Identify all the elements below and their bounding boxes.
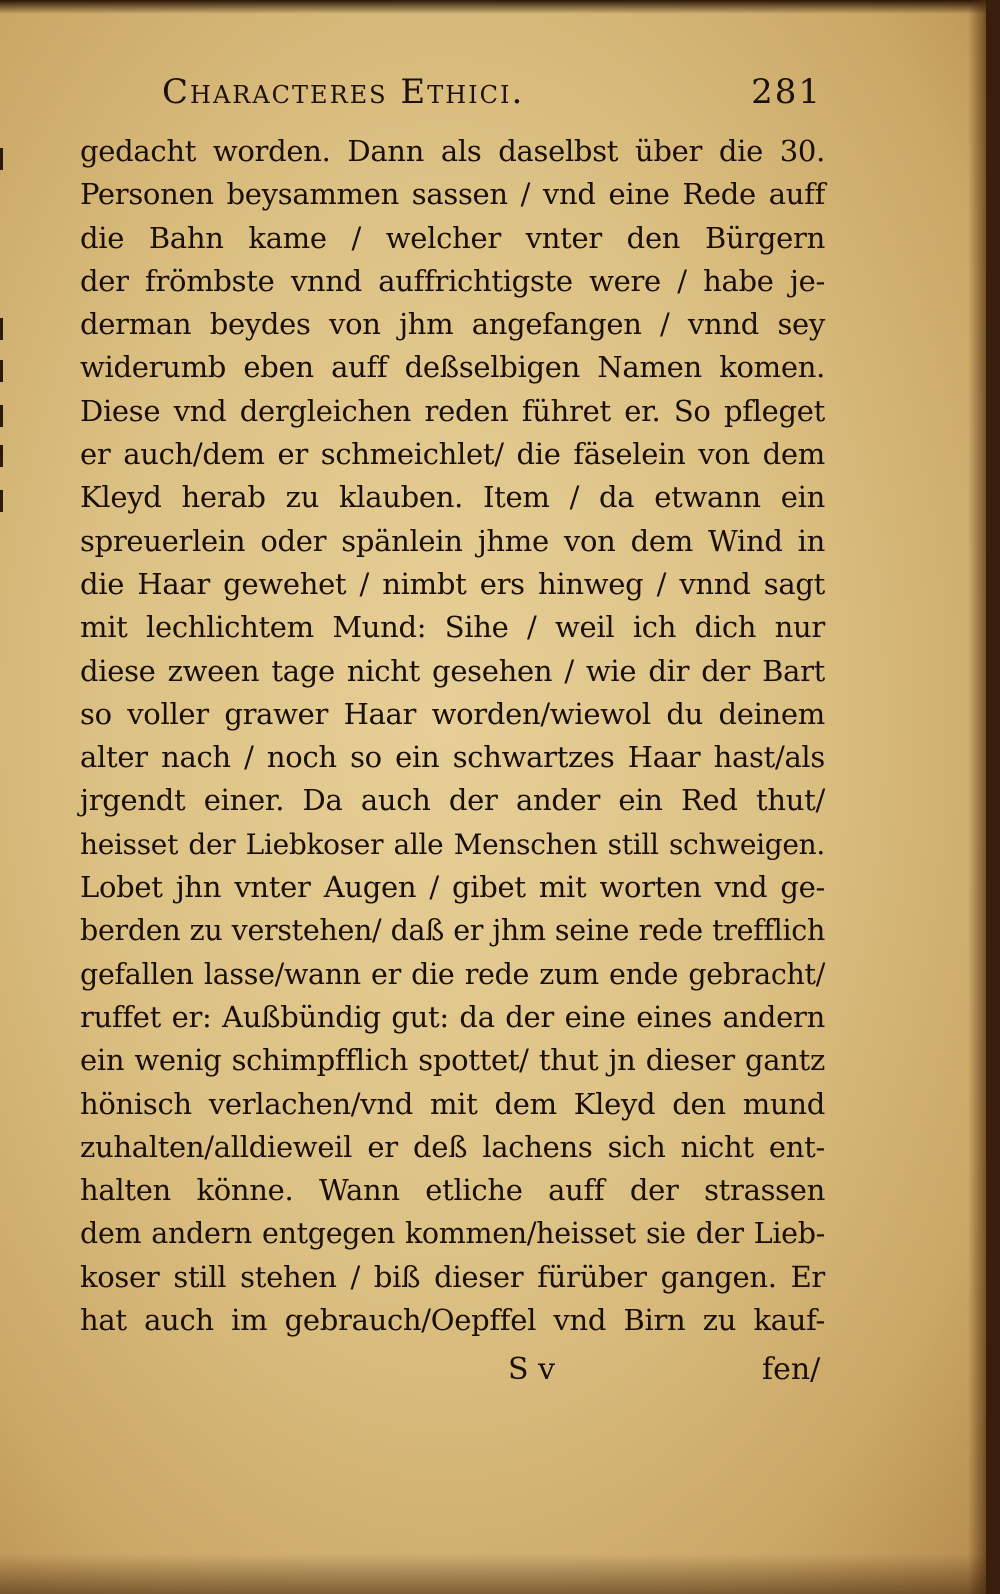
page-footer	[0, 1352, 986, 1402]
catchword: fen/	[762, 1352, 821, 1387]
text-line: heisset der Liebkoser alle Menschen still schweigen.	[80, 827, 825, 861]
running-title: Characteres Ethici.	[162, 72, 525, 112]
text-line: die Bahn kame / welcher vnter den Bürgern	[80, 220, 825, 255]
text-line: berden zu verstehen/ daß er jhm seine rede trefflich	[80, 914, 825, 948]
margin-mark	[0, 318, 3, 340]
text-line: derman beydes von jhm angefangen / vnnd sey	[80, 307, 825, 342]
text-line: die Haar gewehet / nimbt ers hinweg / vnnd sagt	[80, 566, 825, 601]
text-line: Lobet jhn vnter Augen / gibet mit worten vnd ge-	[80, 870, 825, 905]
text-line: Diese vnd dergleichen reden führet er. So pfleget	[80, 393, 825, 428]
text-line: alter nach / noch so ein schwartzes Haar hast/als	[80, 740, 825, 775]
text-line: der frömbste vnnd auffrichtigste were / habe je-	[80, 263, 825, 298]
text-line: gefallen lasse/wann er die rede zum ende gebracht/	[80, 957, 825, 991]
signature-mark: S v	[508, 1352, 556, 1387]
text-line: er auch/dem er schmeichlet/ die fäselein von dem	[80, 437, 825, 472]
text-line: Personen beysammen sassen / vnd eine Rede auff	[80, 177, 825, 212]
text-line: gedacht worden. Dann als daselbst über die 30.	[80, 134, 825, 168]
text-line: diese zween tage nicht gesehen / wie dir der Bart	[80, 653, 825, 688]
text-line: jrgendt einer. Da auch der ander ein Red thut/	[80, 783, 825, 818]
text-line: ein wenig schimpfflich spottet/ thut jn dieser gantz	[80, 1043, 825, 1078]
text-line: hönisch verlachen/vnd mit dem Kleyd den mund	[80, 1086, 825, 1121]
running-header	[162, 72, 822, 112]
text-line: zuhalten/alldieweil er deß lachens sich nicht ent-	[80, 1129, 825, 1164]
margin-mark	[0, 148, 3, 170]
text-line: hat auch im gebrauch/Oepffel vnd Birn zu kauf-	[80, 1303, 825, 1338]
text-line: Kleyd herab zu klauben. Item / da etwann ein	[80, 480, 825, 515]
page-number: 281	[751, 72, 822, 112]
margin-mark	[0, 490, 3, 512]
text-line: so voller grawer Haar worden/wiewol du deinem	[80, 696, 825, 731]
text-line: dem andern entgegen kommen/heisset sie der Lieb-	[80, 1217, 825, 1251]
page-bottom-shadow	[0, 1554, 986, 1594]
text-line: spreuerlein oder spänlein jhme von dem Wind in	[80, 523, 825, 558]
margin-mark	[0, 405, 3, 427]
body-text	[80, 130, 825, 1342]
text-line: mit lechlichtem Mund: Sihe / weil ich dich nur	[80, 610, 825, 645]
text-line: widerumb eben auff deßselbigen Namen komen.	[80, 350, 825, 385]
text-line: koser still stehen / biß dieser fürüber gangen. Er	[80, 1259, 825, 1294]
margin-mark	[0, 445, 3, 467]
margin-mark	[0, 360, 3, 382]
text-line: ruffet er: Außbündig gut: da der eine eines andern	[80, 999, 825, 1034]
page-top-shadow	[0, 0, 986, 14]
text-line: halten könne. Wann etliche auff der strassen	[80, 1173, 825, 1208]
